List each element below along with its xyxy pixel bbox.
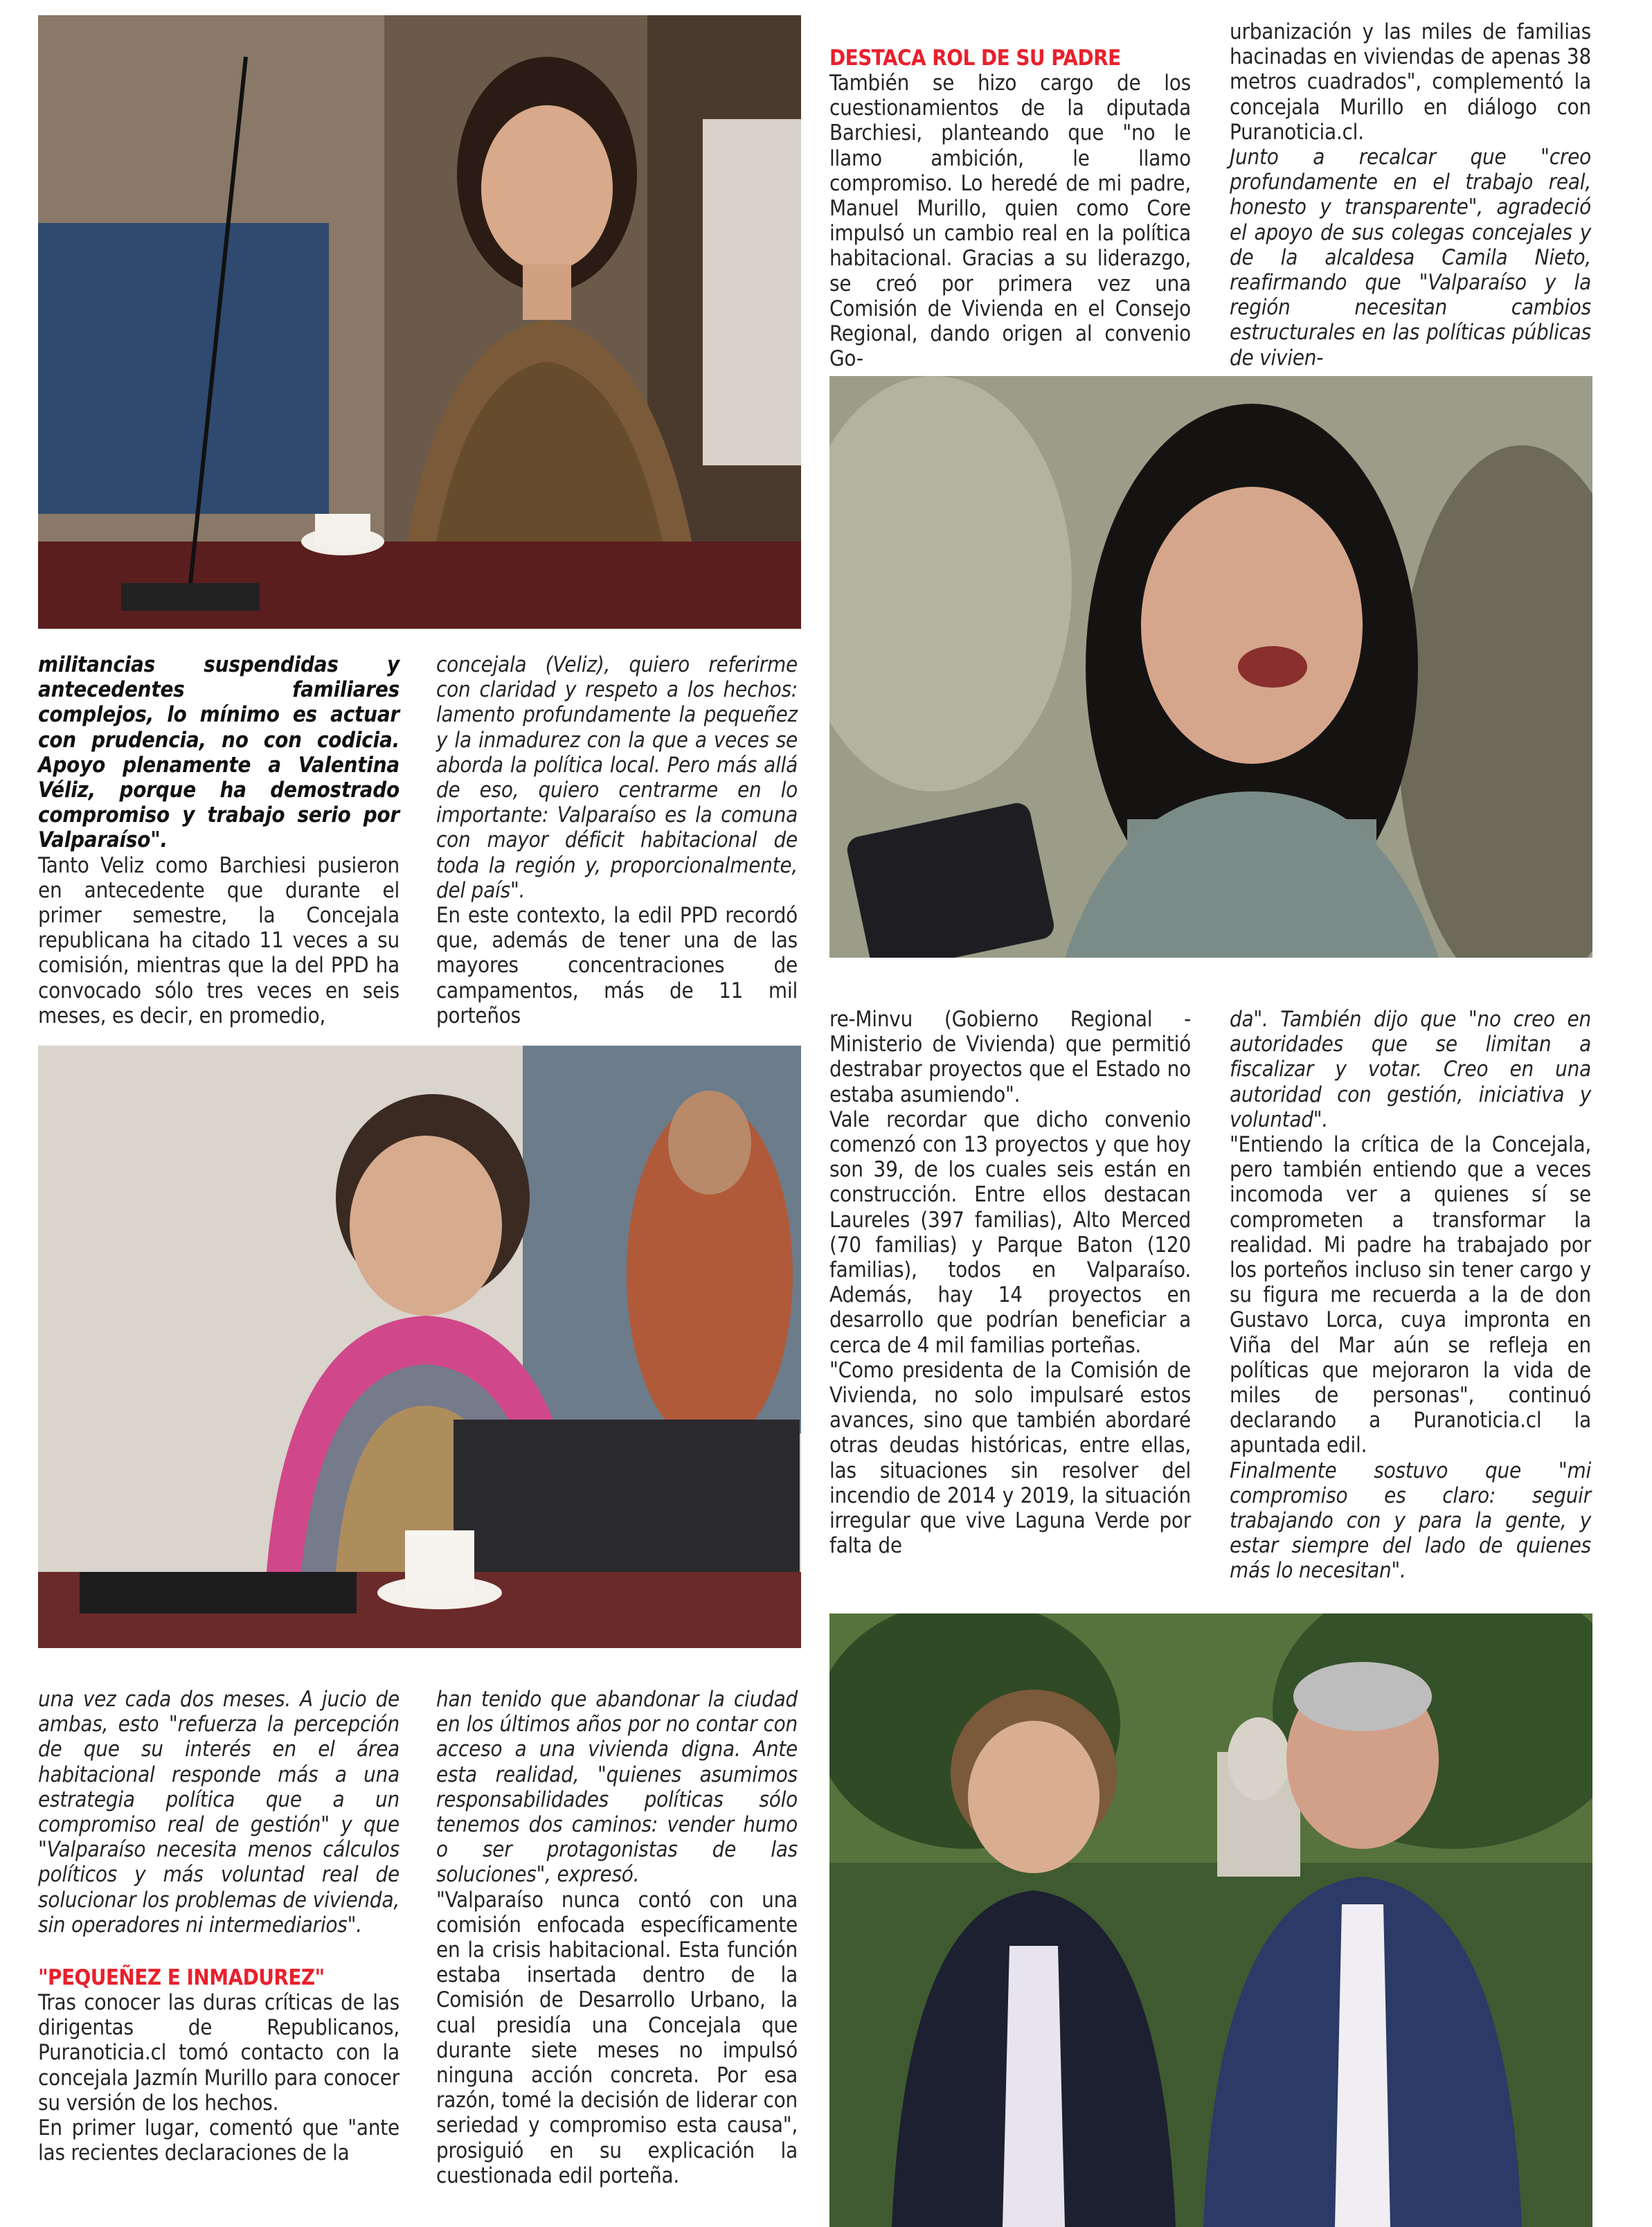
paragraph: Finalmente sostuvo que "mi compromiso es claro: seguir trabajando con y para la gente, y estar siempre del lado de quienes más lo necesitan". bbox=[1230, 1458, 1591, 1584]
section-heading-destaca: DESTACA ROL DE SU PADRE bbox=[829, 46, 1121, 71]
column-4-top bbox=[1230, 19, 1591, 370]
column-2-top bbox=[436, 652, 798, 1028]
paragraph: En este contexto, la edil PPD recordó que, además de tener una de las mayores concentraciones de campamentos, más de 11 mil porteños bbox=[436, 903, 798, 1028]
photo-concejala-veliz bbox=[38, 1046, 801, 1648]
photo-diputada-barchiesi bbox=[829, 376, 1592, 958]
paragraph: Tras conocer las duras críticas de las dirigentas de Republicanos, Puranoticia.cl tomó contacto con la concejala Jazmín Murillo para conocer su versión de los hechos. bbox=[38, 1990, 399, 2116]
paragraph: "Valparaíso nunca contó con una comisión enfocada específicamente en la crisis habitacional. Esta función estaba insertada dentro de la Comisión de Desarrollo Urbano, la cual presidía una Concejala que durante siete meses no impulsó ninguna acción concreta. Por esa razón, tomé la decisión de liderar con seriedad y compromiso esta causa", prosiguió en su explicación la cuestionada edil porteña. bbox=[436, 1887, 798, 2188]
paragraph: han tenido que abandonar la ciudad en los últimos años por no contar con acceso a una vivienda digna. Ante esta realidad, "quienes asumimos responsabilidades políticas sólo tenemos dos caminos: vender humo o ser protagonistas de las soluciones", expresó. bbox=[436, 1687, 798, 1888]
paragraph: militancias suspendidas y antecedentes familiares complejos, lo mínimo es actuar con prudencia, no con codicia. Apoyo plenamente a Valentina Véliz, porque ha demostrado compromiso y trabajo serio por Valparaíso". bbox=[38, 652, 399, 853]
paragraph: una vez cada dos meses. A jucio de ambas, esto "refuerza la percepción de que su interés en el área habitacional responde más a una estrategia política que a un compromiso real de gestión" y que "Valparaíso necesita menos cálculos políticos y más voluntad real de solucionar los problemas de vivienda, sin operadores ni intermediarios". bbox=[38, 1687, 399, 1938]
paragraph: "Entiendo la crítica de la Concejala, pero también entiendo que a veces incomoda ver a quienes sí se comprometen a transformar la realidad. Mi padre ha trabajado por los porteños incluso sin tener cargo y su figura me recuerda a la de don Gustavo Lorca, cuya impronta en Viña del Mar aún se refleja en políticas que mejoraron la vida de miles de personas", continuó declarando a Puranoticia.cl la apuntada edil. bbox=[1230, 1132, 1591, 1458]
paragraph: Vale recordar que dicho convenio comenzó con 13 proyectos y que hoy son 39, de los cuales seis están en construcción. Entre ellos destacan Laureles (397 familias), Alto Merced (70 familias) y Parque Baton (120 familias), todos en Valparaíso. Además, hay 14 proyectos en desarrollo que podrían beneficiar a cerca de 4 mil familias porteñas. bbox=[829, 1107, 1191, 1358]
section-heading-pequenez: "PEQUEÑEZ E INMADUREZ" bbox=[38, 1965, 325, 1991]
column-1-bottom bbox=[38, 1687, 399, 2165]
paragraph: "Como presidenta de la Comisión de Vivienda, no solo impulsaré estos avances, sino que también abordaré otras deudas históricas, entre ellas, las situaciones sin resolver del incendio de 2014 y 2019, la situación irregular que vive Laguna Verde por falta de bbox=[829, 1357, 1191, 1559]
paragraph: re-Minvu (Gobierno Regional - Ministerio de Vivienda) que permitió destrabar proyectos que el Estado no estaba asumiendo". bbox=[829, 1007, 1191, 1107]
paragraph: urbanización y las miles de familias hacinadas en viviendas de apenas 38 metros cuadrados", complementó la concejala Murillo en diálogo con Puranoticia.cl. bbox=[1230, 19, 1591, 145]
paragraph: concejala (Veliz), quiero referirme con claridad y respeto a los hechos: lamento profundamente la pequeñez y la inmadurez con la que a veces se aborda la política local. Pero más allá de eso, quiero centrarme en lo importante: Valparaíso es la comuna con mayor déficit habitacional de toda la región y, proporcionalmente, del país". bbox=[436, 652, 798, 903]
paragraph: da". También dijo que "no creo en autoridades que se limitan a fiscalizar y votar. Creo en una autoridad con gestión, iniciativa y voluntad". bbox=[1230, 1007, 1591, 1132]
column-1-top bbox=[38, 652, 399, 1028]
photo-concejala-murillo bbox=[38, 15, 801, 629]
photo-murillo-y-padre bbox=[829, 1613, 1592, 2227]
paragraph: En primer lugar, comentó que "ante las recientes declaraciones de la bbox=[38, 2116, 399, 2166]
column-3-top bbox=[829, 46, 1191, 371]
column-3-mid bbox=[829, 1007, 1191, 1558]
column-4-mid bbox=[1230, 1007, 1591, 1584]
paragraph: También se hizo cargo de los cuestionamientos de la diputada Barchiesi, planteando que "no le llamo ambición, le llamo compromiso. Lo heredé de mi padre, Manuel Murillo, quien como Core impulsó un cambio real en la política habitacional. Gracias a su liderazgo, se creó por primera vez una Comisión de Vivienda en el Consejo Regional, dando origen al convenio Go- bbox=[829, 71, 1191, 372]
paragraph: Tanto Veliz como Barchiesi pusieron en antecedente que durante el primer semestre, la Concejala republicana ha citado 11 veces a su comisión, mientras que la del PPD ha convocado sólo tres veces en seis meses, es decir, en promedio, bbox=[38, 852, 399, 1028]
paragraph: Junto a recalcar que "creo profundamente en el trabajo real, honesto y transparente", agradeció el apoyo de sus colegas concejales y de la alcaldesa Camila Nieto, reafirmando que "Valparaíso y la región necesitan cambios estructurales en las políticas públicas de vivien- bbox=[1230, 145, 1591, 370]
column-2-bottom bbox=[436, 1687, 798, 2188]
